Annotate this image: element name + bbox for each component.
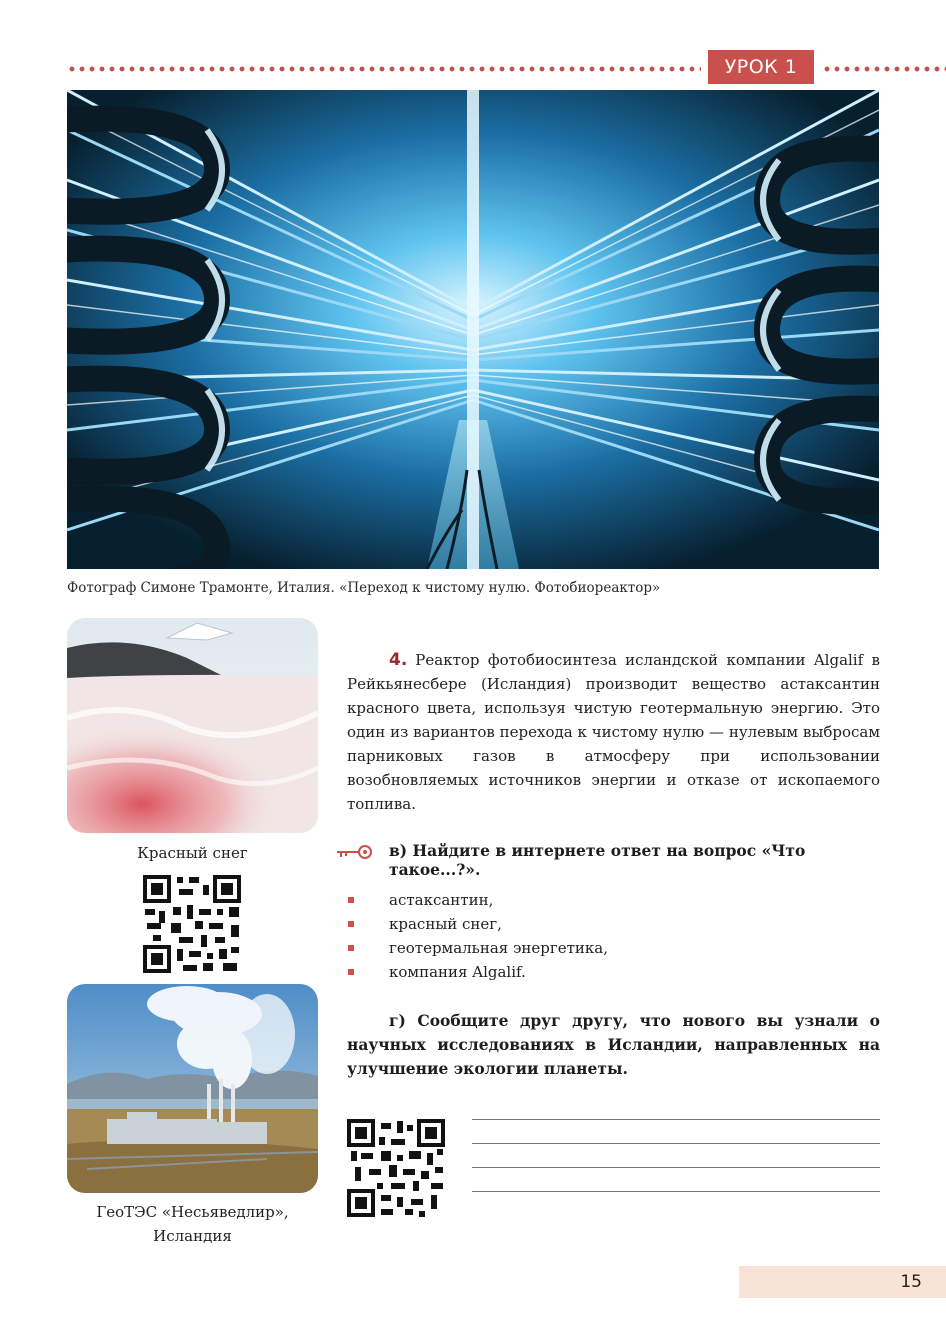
key-icon — [335, 842, 373, 862]
answer-line[interactable] — [472, 1119, 880, 1120]
list-item: астаксантин, — [347, 888, 608, 912]
answer-line[interactable] — [472, 1191, 880, 1192]
geothermal-plant-photo — [67, 984, 318, 1193]
red-snow-photo — [67, 618, 318, 833]
qr-code-icon[interactable] — [143, 875, 241, 973]
lesson-label: УРОК 1 — [708, 50, 814, 84]
list-item: геотермальная энергетика, — [347, 936, 608, 960]
task-paragraph — [347, 648, 880, 816]
page-number: 15 — [739, 1266, 946, 1298]
header-dots-left — [67, 66, 701, 72]
answer-line[interactable] — [472, 1143, 880, 1144]
geothermal-caption-line2: Исландия — [153, 1227, 232, 1245]
square-bullet-icon — [348, 921, 354, 927]
photobioreactor-photo — [67, 90, 879, 569]
hero-caption: Фотограф Симоне Трамонте, Италия. «Переход к чистому нулю. Фотобиореактор» — [67, 580, 661, 596]
subtask-g — [347, 1009, 880, 1081]
header-dots-right — [822, 66, 946, 72]
subtask-g-lead: г) Сообщите друг другу, что нового вы узнали о научных — [347, 1011, 880, 1054]
geothermal-caption-line1: ГеоТЭС «Несьяведлир», — [96, 1203, 289, 1221]
task-text: Реактор фотобиосинтеза исландской компании Algalif в Рейкьянесбере (Исландия) производит вещество астаксантин красного цвета, используя чистую геотермальную энергию. Это один из вариантов перехода к чистому нулю — нулевым выбросам парниковых газов в атмосферу при использовании возобновляемых источников энергии и отказе от ископаемого топлива. — [347, 651, 880, 813]
square-bullet-icon — [348, 945, 354, 951]
red-snow-caption: Красный снег — [137, 844, 248, 862]
answer-line[interactable] — [472, 1167, 880, 1168]
list-item: красный снег, — [347, 912, 608, 936]
task-number: 4. — [389, 650, 408, 670]
square-bullet-icon — [348, 969, 354, 975]
subtask-g-rest: исследованиях в Исландии, направленных на улучшение экологии планеты. — [347, 1035, 880, 1078]
qr-code-icon[interactable] — [347, 1119, 445, 1217]
subtask-b: в) Найдите в интернете ответ на вопрос «Что такое...?». — [389, 841, 806, 879]
bullet-list — [347, 888, 608, 984]
square-bullet-icon — [348, 897, 354, 903]
list-item: компания Algalif. — [347, 960, 608, 984]
